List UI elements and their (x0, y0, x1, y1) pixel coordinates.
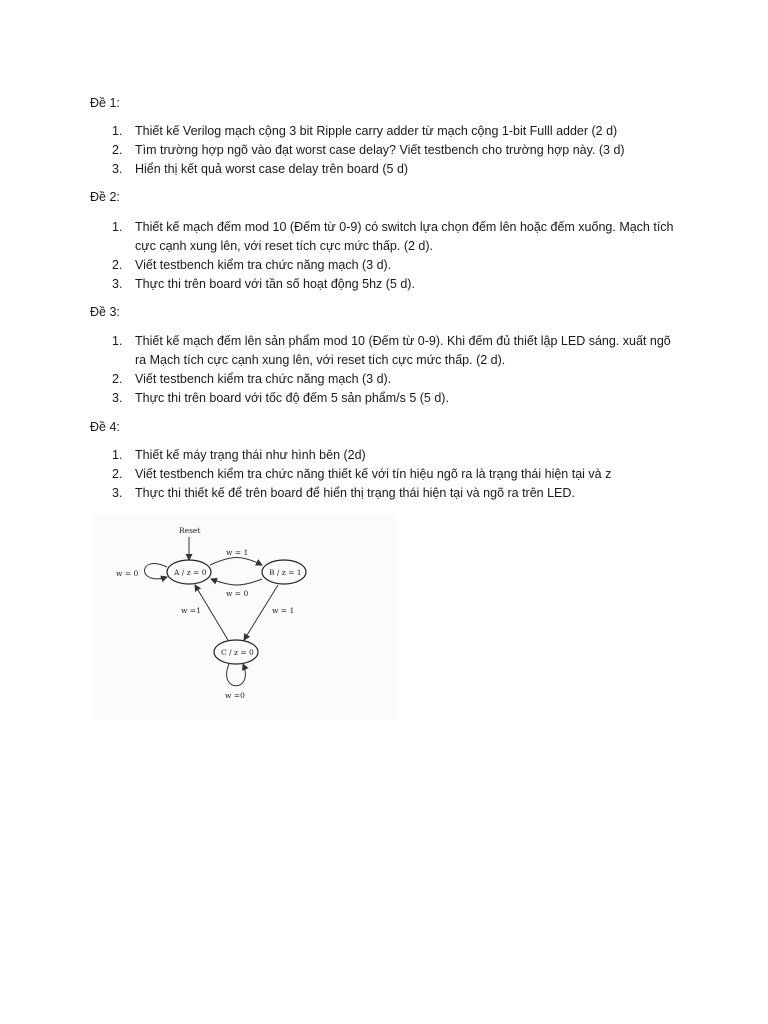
item-text: Thiết kế mạch đếm lên sản phẩm mod 10 (Đếm từ 0-9). Khi đếm đủ thiết lập LED sáng. xuất ngõ ra Mạch tích cực cạnh xung lên, với reset tích cực mức thấp. (2 d). (135, 334, 671, 367)
list-item (90, 389, 680, 408)
item-text: Thiết kế mạch đếm mod 10 (Đếm từ 0-9) có switch lựa chọn đếm lên hoặc đếm xuống. Mạch tích cực cạnh xung lên, với reset tích cực mức thấp. (2 d). (135, 220, 674, 253)
list-item (90, 446, 680, 465)
item-text: Viết testbench kiểm tra chức năng thiết kế với tín hiệu ngõ ra là trạng thái hiện tại và z (135, 467, 612, 481)
state-machine-diagram (92, 515, 397, 720)
edge-b-to-a-label: w = 0 (226, 589, 249, 598)
question-list-1 (90, 122, 680, 179)
item-text: Thiết kế Verilog mạch cộng 3 bit Ripple carry adder từ mạch cộng 1-bit Fulll adder (2 d) (135, 124, 618, 138)
item-number: 2. (112, 467, 123, 481)
state-a-label: A / z = 0 (174, 568, 207, 577)
list-item (90, 275, 680, 294)
edge-c-to-a-label: w =1 (181, 606, 201, 615)
item-number: 3. (112, 162, 123, 176)
question-list-4 (90, 446, 680, 503)
item-text: Hiển thị kết quả worst case delay trên board (5 d) (135, 162, 409, 176)
edge-a-to-b (210, 558, 262, 566)
item-number: 2. (112, 143, 123, 157)
section-title-2: Đề 2: (90, 190, 120, 204)
reset-label: Reset (179, 526, 201, 535)
item-text: Viết testbench kiểm tra chức năng mạch (3 d). (135, 258, 392, 272)
section-title-1: Đề 1: (90, 96, 120, 110)
self-loop-a-label: w = 0 (116, 569, 139, 578)
item-number: 3. (112, 391, 123, 405)
list-item (90, 332, 680, 370)
item-number: 1. (112, 124, 123, 138)
list-item (90, 484, 680, 503)
state-diagram-svg (92, 515, 397, 720)
section-title-3: Đề 3: (90, 305, 120, 319)
list-item (90, 370, 680, 389)
state-c-label: C / z = 0 (221, 648, 254, 657)
item-number: 1. (112, 220, 123, 234)
self-loop-c-label: w =0 (225, 691, 245, 700)
item-text: Viết testbench kiểm tra chức năng mạch (3 d). (135, 372, 392, 386)
item-number: 1. (112, 448, 123, 462)
question-list-3 (90, 332, 680, 408)
item-text: Thiết kế máy trạng thái như hình bên (2d) (135, 448, 366, 462)
list-item (90, 122, 680, 141)
section-title-4: Đề 4: (90, 420, 120, 434)
state-b-label: B / z = 1 (269, 568, 302, 577)
item-number: 2. (112, 372, 123, 386)
list-item (90, 160, 680, 179)
edge-a-to-b-label: w = 1 (226, 548, 249, 557)
edge-b-to-a (211, 579, 262, 585)
item-number: 2. (112, 258, 123, 272)
item-text: Thực thi thiết kế để trên board để hiển thị trạng thái hiện tại và ngõ ra trên LED. (135, 486, 575, 500)
list-item (90, 141, 680, 160)
item-number: 3. (112, 277, 123, 291)
question-list-2 (90, 218, 680, 294)
list-item (90, 256, 680, 275)
item-text: Tìm trường hợp ngõ vào đạt worst case delay? Viết testbench cho trường hợp này. (3 d) (135, 143, 625, 157)
self-loop-c (227, 664, 246, 686)
item-text: Thực thi trên board với tần số hoạt động 5hz (5 d). (135, 277, 415, 291)
item-number: 1. (112, 334, 123, 348)
list-item (90, 465, 680, 484)
item-number: 3. (112, 486, 123, 500)
item-text: Thực thi trên board với tốc độ đếm 5 sản phẩm/s 5 (5 d). (135, 391, 449, 405)
list-item (90, 218, 680, 256)
self-loop-a (145, 564, 168, 579)
edge-b-to-c-label: w = 1 (272, 606, 295, 615)
